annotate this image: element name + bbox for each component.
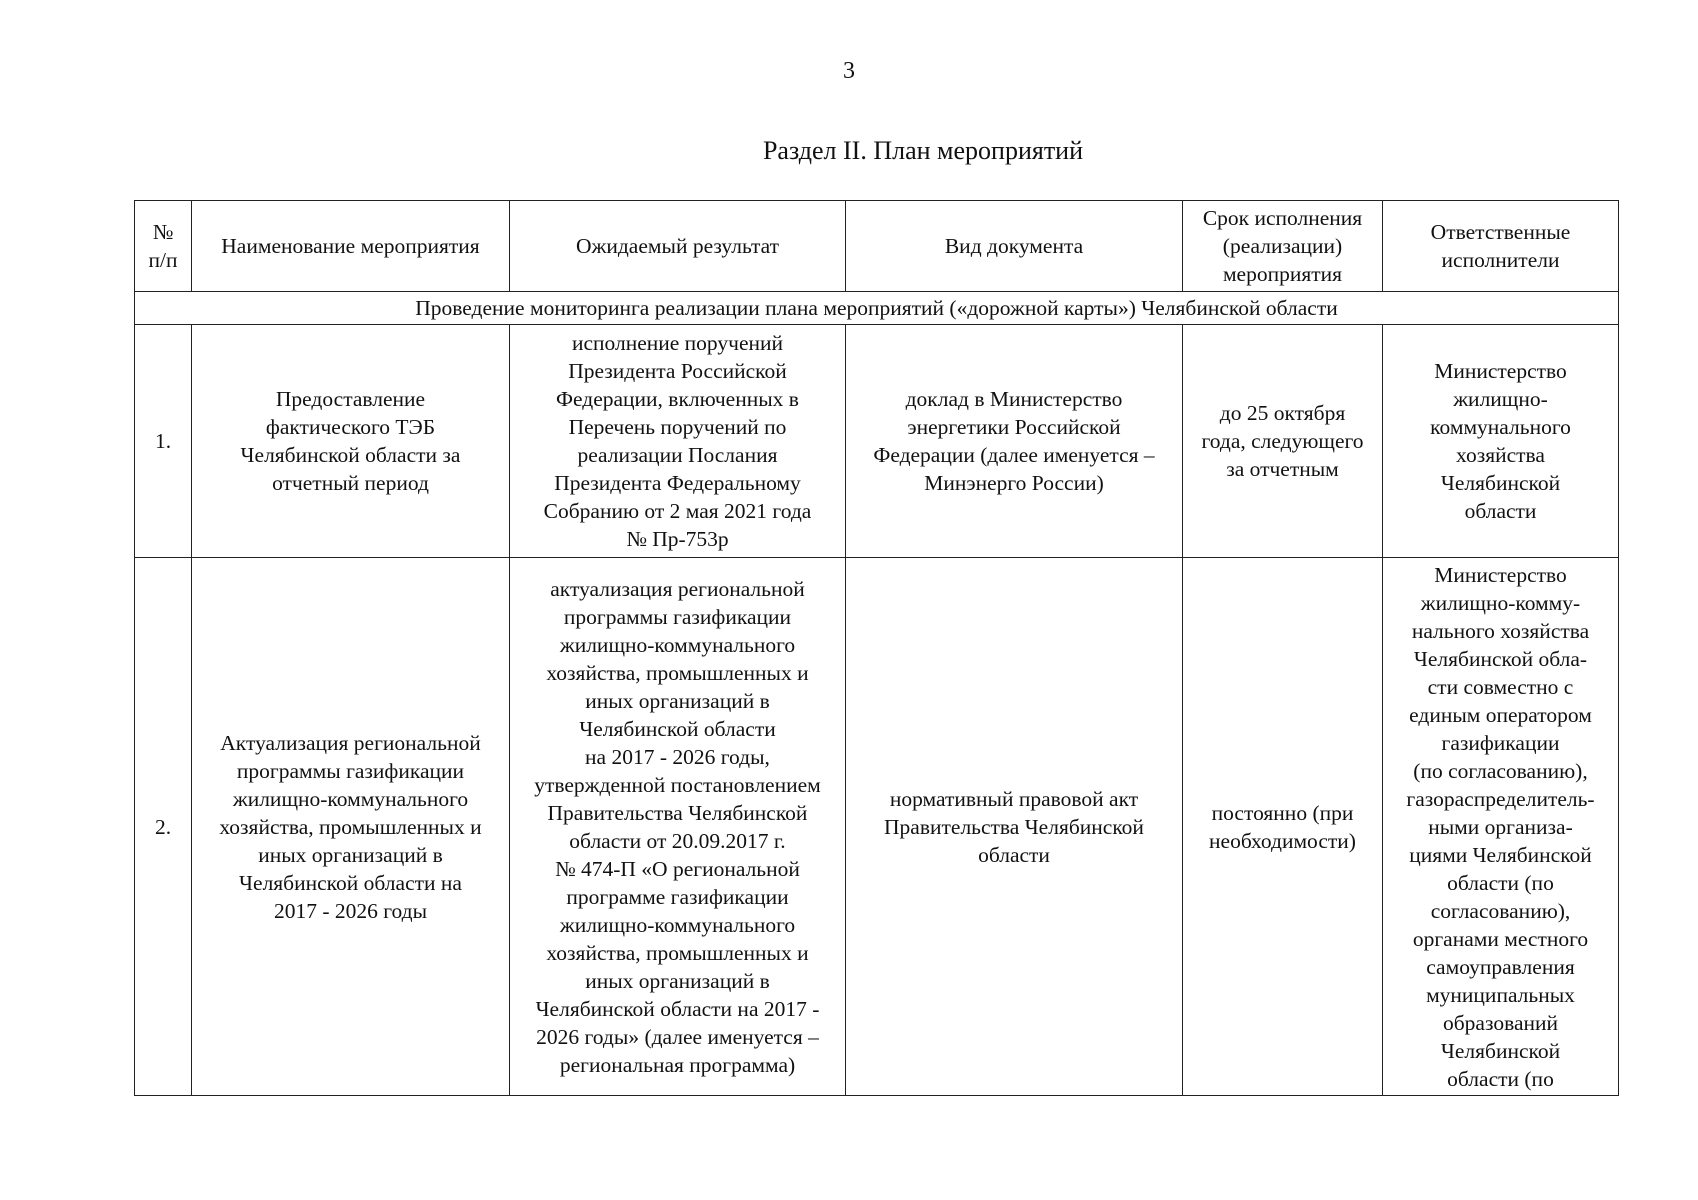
row-number: 2. [135,558,192,1096]
table-header-row [135,201,1619,292]
header-expected-result: Ожидаемый результат [510,201,846,292]
header-deadline: Срок исполнения (реализации) мероприятия [1183,201,1383,292]
section-row-title: Проведение мониторинга реализации плана мероприятий («дорожной карты») Челябинской области [135,292,1619,325]
row-number: 1. [135,325,192,558]
row-expected-result: актуализация региональной программы газификации жилищно-коммунального хозяйства, промышленных и иных организаций в Челябинской области на 2017 - 2026 годы, утвержденной постановлением Правительства Челябинской области от 20.09.2017 г. № 474-П «О региональной программе газификации жилищно-коммунального хозяйства, промышленных и иных организаций в Челябинской области на 2017 - 2026 годы» (далее именуется – региональная программа) [510,558,846,1096]
row-responsible: Министерство жилищно-комму- нального хозяйства Челябинской обла- сти совместно с единым оператором газификации (по согласованию), газораспределитель- ными организа- циями Челябинской области (по согласованию), органами местного самоуправления муниципальных образований Челябинской области (по [1383,558,1619,1096]
row-responsible: Министерство жилищно- коммунального хозяйства Челябинской области [1383,325,1619,558]
header-event-name: Наименование мероприятия [192,201,510,292]
table-row [135,558,1619,1096]
header-document-type: Вид документа [846,201,1183,292]
row-event-name: Предоставление фактического ТЭБ Челябинской области за отчетный период [192,325,510,558]
row-event-name: Актуализация региональной программы газификации жилищно-коммунального хозяйства, промышленных и иных организаций в Челябинской области на 2017 - 2026 годы [192,558,510,1096]
header-responsible: Ответственные исполнители [1383,201,1619,292]
header-number: № п/п [135,201,192,292]
row-deadline: до 25 октября года, следующего за отчетным [1183,325,1383,558]
row-expected-result: исполнение поручений Президента Российской Федерации, включенных в Перечень поручений по реализации Послания Президента Федеральному Собранию от 2 мая 2021 года № Пр-753р [510,325,846,558]
row-document-type: нормативный правовой акт Правительства Челябинской области [846,558,1183,1096]
plan-table [134,200,1619,1096]
section-title: Раздел II. План мероприятий [762,136,1084,165]
table-row [135,325,1619,558]
row-document-type: доклад в Министерство энергетики Российской Федерации (далее именуется – Минэнерго России) [846,325,1183,558]
row-deadline: постоянно (при необходимости) [1183,558,1383,1096]
section-row [135,292,1619,325]
page-number: 3 [843,58,855,84]
